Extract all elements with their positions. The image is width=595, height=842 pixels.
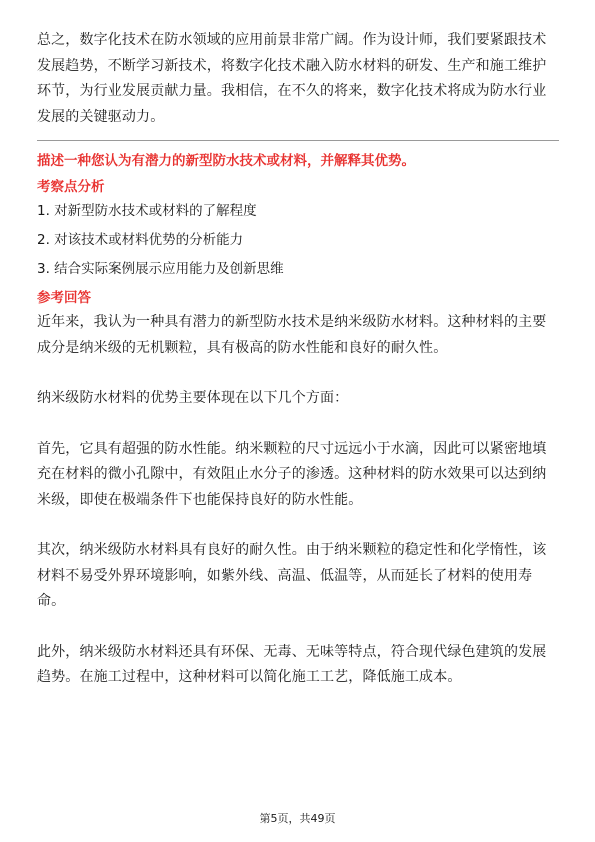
analysis-point-3: 3. 结合实际案例展示应用能力及创新思维	[37, 261, 284, 277]
answer-paragraph-1: 近年来，我认为一种具有潜力的新型防水技术是纳米级防水材料。这种材料的主要成分是纳米级的无机颗粒，具有极高的防水性能和良好的耐久性。	[37, 314, 547, 356]
intro-paragraph: 总之，数字化技术在防水领域的应用前景非常广阔。作为设计师，我们要紧跟技术发展趋势，不断学习新技术，将数字化技术融入防水材料的研发、生产和施工维护环节，为行业发展贡献力量。我相信，在不久的将来，数字化技术将成为防水行业发展的关键驱动力。	[37, 32, 547, 125]
page-content	[37, 28, 559, 716]
analysis-title: 考察点分析	[37, 179, 105, 195]
section-divider	[37, 140, 559, 141]
question-heading: 描述一种您认为有潜力的新型防水技术或材料，并解释其优势。	[37, 153, 415, 169]
answer-paragraph-5: 此外，纳米级防水材料还具有环保、无毒、无味等特点，符合现代绿色建筑的发展趋势。在施工过程中，这种材料可以简化施工工艺，降低施工成本。	[37, 643, 547, 685]
page-number-footer: 第5页，共49页	[259, 812, 336, 825]
answer-paragraph-3: 首先，它具有超强的防水性能。纳米颗粒的尺寸远远小于水滴，因此可以紧密地填充在材料的微小孔隙中，有效阻止水分子的渗透。这种材料的防水效果可以达到纳米级，即使在极端条件下也能保持良好的防水性能。	[37, 440, 547, 508]
analysis-point-1: 1. 对新型防水技术或材料的了解程度	[37, 203, 257, 219]
analysis-point-2: 2. 对该技术或材料优势的分析能力	[37, 232, 244, 248]
answer-paragraph-2: 纳米级防水材料的优势主要体现在以下几个方面：	[37, 390, 349, 406]
answer-paragraph-4: 其次，纳米级防水材料具有良好的耐久性。由于纳米颗粒的稳定性和化学惰性，该材料不易受外界环境影响，如紫外线、高温、低温等，从而延长了材料的使用寿命。	[37, 542, 547, 609]
answer-title: 参考回答	[37, 290, 91, 306]
